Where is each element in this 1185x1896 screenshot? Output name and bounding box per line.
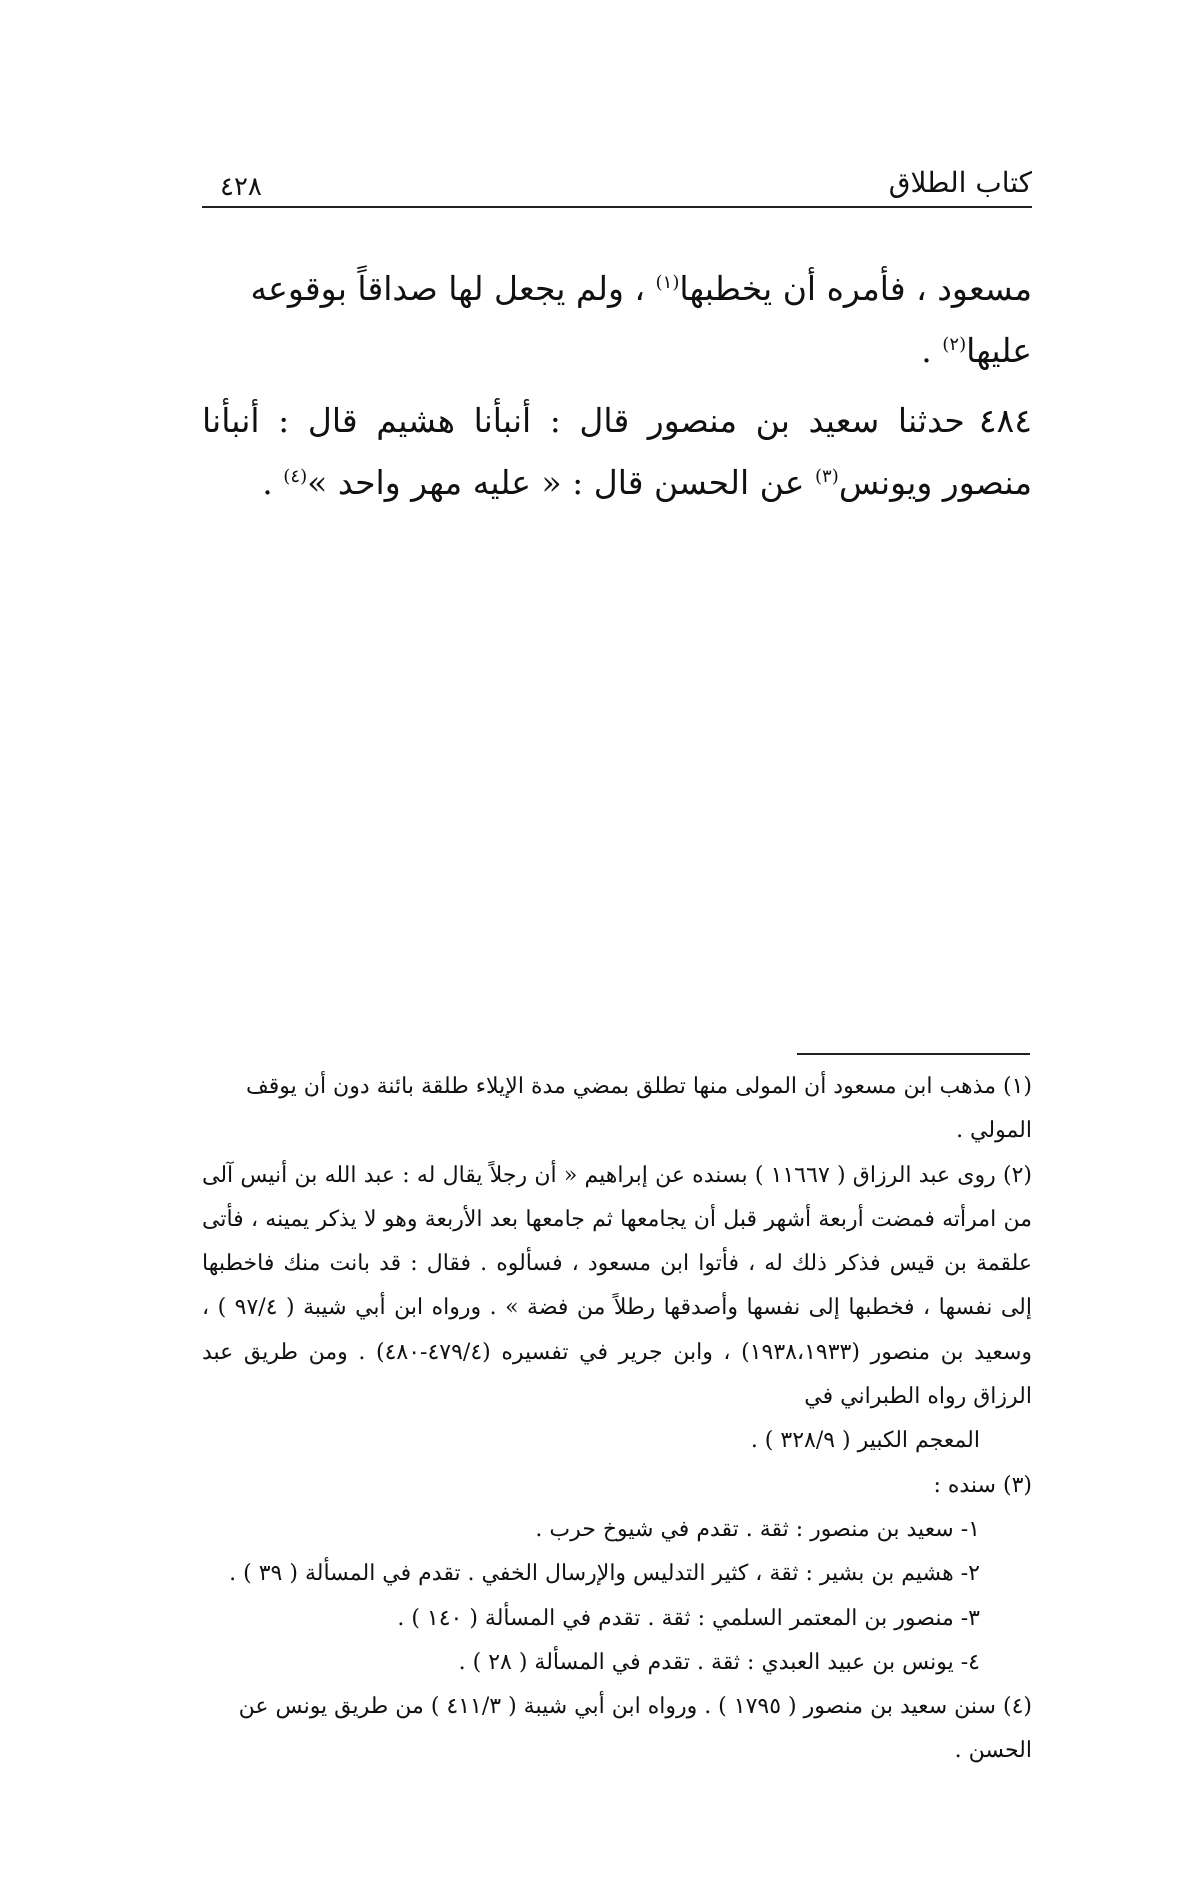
narration-text-a: حدثنا سعيد بن منصور قال : أنبأنا هشيم قال : أنبأنا منصور ويونس (202, 401, 1032, 502)
continuation-text-c: . (921, 331, 943, 370)
continuation-text-a: مسعود ، فأمره أن يخطبها (679, 269, 1032, 308)
footnote-ref-3: (٣) (814, 466, 839, 487)
page-header (202, 162, 1032, 208)
footnote-ref-1: (١) (655, 272, 680, 293)
footnote-ref-4: (٤) (283, 466, 308, 487)
narration-number: ٤٨٤ (978, 401, 1032, 440)
isnad-item: ١- سعيد بن منصور : ثقة . تقدم في شيوخ حرب . (535, 1516, 980, 1542)
page-number: ٤٢٨ (220, 172, 262, 202)
continuation-paragraph (202, 258, 1032, 382)
narration-text-b: عن الحسن قال : « عليه مهر واحد » (307, 463, 815, 502)
isnad-item: ٢- هشيم بن بشير : ثقة ، كثير التدليس والإرسال الخفي . تقدم في المسألة ( ٣٩ ) . (229, 1561, 980, 1587)
footnotes (202, 1065, 1032, 1774)
footnote-separator (797, 1053, 1030, 1055)
footnote-3-heading: (٣) سنده : (933, 1472, 1032, 1498)
footnote-4: (٤) سنن سعيد بن منصور ( ١٧٩٥ ) . ورواه ابن أبي شيبة ( ٤١١/٣ ) من طريق يونس عن الحسن . (238, 1694, 1032, 1764)
isnad-item: ٣- منصور بن المعتمر السلمي : ثقة . تقدم في المسألة ( ١٤٠ ) . (397, 1605, 980, 1631)
footnote-2: (٢) روى عبد الرزاق ( ١١٦٦٧ ) بسنده عن إبراهيم « أن رجلاً يقال له : عبد الله بن أنيس آلى من امرأته فمضت أربعة أشهر قبل أن يجامعها ثم جامعها بعد الأربعة وهو لا يذكر يمينه ، فأتى علقمة بن قيس فذكر ذلك له ، فأتوا ابن مسعود ، فسألوه . فقال : قد بانت منك فاخطبها إلى نفسها ، فخطبها إلى نفسها وأصدقها رطلاً من فضة » . ورواه ابن أبي شيبة ( ٩٧/٤ ) ، وسعيد بن منصور (١٩٣٨،١٩٣٣) ، وابن جرير في تفسيره (٤٧٩/٤-٤٨٠) . ومن طريق عبد الرزاق رواه الطبراني في (202, 1162, 1032, 1410)
footnote-1: (١) مذهب ابن مسعود أن المولى منها تطلق بمضي مدة الإيلاء طلقة بائنة دون أن يوقف المولي . (246, 1074, 1032, 1144)
main-text (202, 258, 1032, 514)
footnote-2-end: المعجم الكبير ( ٣٢٨/٩ ) . (750, 1428, 980, 1454)
continuation-text-b: ، ولم يجعل لها صداقاً بوقوعه عليها (250, 269, 1032, 370)
isnad-item: ٤- يونس بن عبيد العبدي : ثقة . تقدم في المسألة ( ٢٨ ) . (458, 1649, 980, 1675)
running-title: كتاب الطلاق (888, 166, 1032, 199)
footnote-ref-2: (٢) (942, 334, 967, 355)
narration-text-c: . (262, 463, 284, 502)
narration-paragraph (202, 390, 1032, 514)
